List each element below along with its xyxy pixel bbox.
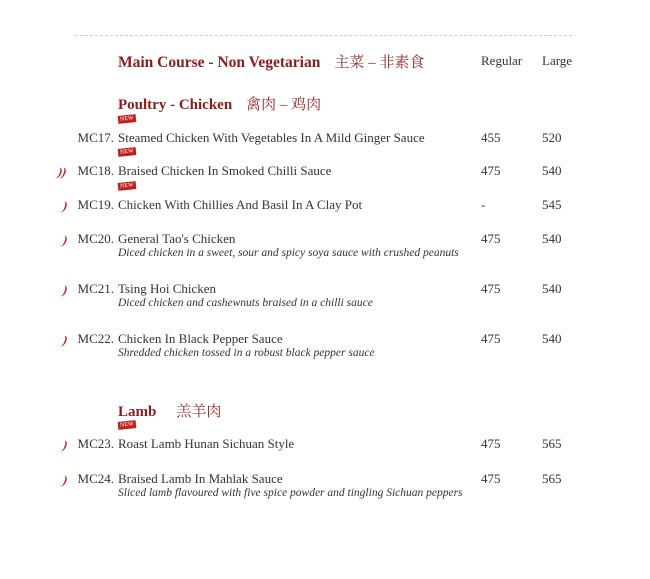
- title-en: Main Course - Non Vegetarian: [118, 54, 321, 71]
- item-name: Tsing Hoi Chicken: [118, 281, 217, 296]
- chilli-icon: )): [55, 165, 69, 179]
- section-title-zh: 禽肉 – 鸡肉: [246, 97, 322, 113]
- item-code: MC23.: [77, 436, 114, 451]
- column-large: Large: [542, 53, 573, 68]
- section-title-zh: 羔羊肉: [176, 404, 222, 420]
- item-name: Chicken In Black Pepper Sauce: [118, 331, 283, 346]
- top-divider: [75, 35, 572, 36]
- item-description: Shredded chicken tossed in a robust black pepper sauce: [118, 347, 375, 359]
- menu-item: [0, 331, 650, 359]
- chilli-icon: ): [60, 438, 70, 452]
- section-heading: [118, 400, 221, 421]
- item-code: MC17.: [77, 130, 114, 145]
- item-code: MC24.: [77, 471, 114, 486]
- new-badge: NEW: [118, 114, 136, 124]
- chilli-icon: ): [60, 473, 70, 487]
- item-name: Steamed Chicken With Vegetables In A Mild Ginger Sauce: [118, 130, 425, 145]
- item-code: MC19.: [77, 197, 114, 212]
- item-name: Roast Lamb Hunan Sichuan Style: [118, 436, 295, 451]
- item-description: Diced chicken and cashewnuts braised in a chilli sauce: [118, 297, 373, 309]
- item-code: MC22.: [77, 331, 114, 346]
- chilli-icon: ): [60, 283, 70, 297]
- menu-item: [0, 471, 650, 499]
- item-name: Chicken With Chillies And Basil In A Clay Pot: [118, 197, 363, 212]
- menu-item: [0, 182, 650, 213]
- price-regular: 475: [481, 331, 501, 346]
- item-name: Braised Chicken In Smoked Chilli Sauce: [118, 163, 332, 178]
- new-badge: NEW: [118, 147, 136, 157]
- section-title: Poultry - Chicken: [118, 97, 233, 113]
- price-large: 540: [542, 281, 562, 296]
- price-regular: 475: [481, 231, 501, 246]
- section-heading: [118, 93, 321, 114]
- price-regular: -: [481, 197, 486, 212]
- section-title: Lamb: [118, 404, 157, 420]
- new-badge: NEW: [118, 420, 136, 430]
- item-code: MC21.: [77, 281, 114, 296]
- price-large: 540: [542, 163, 562, 178]
- price-regular: 475: [481, 281, 501, 296]
- chilli-icon: ): [60, 199, 70, 213]
- price-large: 545: [542, 197, 562, 212]
- price-large: 540: [542, 231, 562, 246]
- price-regular: 475: [481, 471, 501, 486]
- item-description: Sliced lamb flavoured with five spice powder and tingling Sichuan peppers: [118, 487, 463, 499]
- price-regular: 475: [481, 163, 501, 178]
- column-regular: Regular: [481, 53, 523, 68]
- menu-item: [0, 148, 650, 179]
- menu-item: [0, 281, 650, 309]
- price-regular: 475: [481, 436, 501, 451]
- price-large: 565: [542, 436, 562, 451]
- title-zh: 主菜 – 非素食: [334, 55, 425, 71]
- menu-item: [0, 231, 650, 259]
- item-description: Diced chicken in a sweet, sour and spicy soya sauce with crushed peanuts: [118, 247, 459, 259]
- item-code: MC18.: [77, 163, 114, 178]
- chilli-icon: ): [60, 333, 70, 347]
- menu-item: [0, 421, 650, 452]
- price-regular: 455: [481, 130, 501, 145]
- new-badge: NEW: [118, 181, 136, 191]
- price-large: 520: [542, 130, 562, 145]
- price-large: 540: [542, 331, 562, 346]
- page-title: [118, 51, 424, 72]
- menu-item: [0, 115, 650, 146]
- item-name: Braised Lamb In Mahlak Sauce: [118, 471, 283, 486]
- chilli-icon: ): [60, 233, 70, 247]
- price-large: 565: [542, 471, 562, 486]
- item-code: MC20.: [77, 231, 114, 246]
- item-name: General Tao's Chicken: [118, 231, 236, 246]
